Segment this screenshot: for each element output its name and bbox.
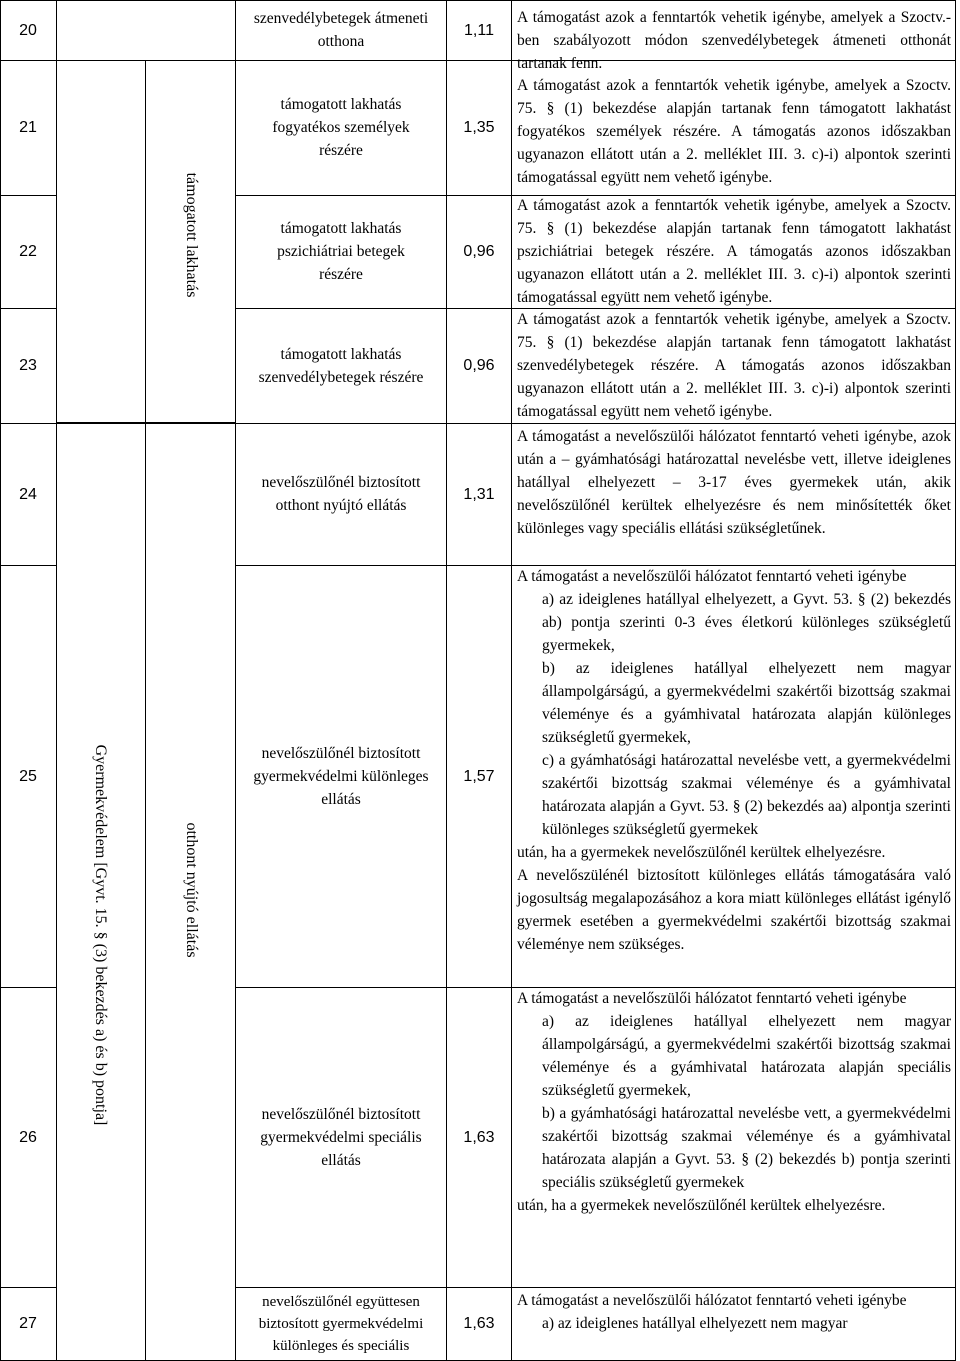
row-description bbox=[517, 1289, 951, 1335]
row-description bbox=[517, 194, 951, 309]
description-paragraph: A támogatást a nevelőszülői hálózatot fenntartó veheti igénybe bbox=[517, 1292, 907, 1309]
row-description bbox=[517, 987, 951, 1217]
factor-value: 1,63 bbox=[463, 1128, 495, 1146]
factor-value: 1,63 bbox=[463, 1315, 495, 1332]
description-paragraph: után, ha a gyermekek nevelőszülőnél kerültek elhelyezésre. bbox=[517, 844, 886, 861]
row-number: 26 bbox=[19, 1128, 37, 1146]
description-paragraph: A támogatást a nevelőszülői hálózatot fenntartó veheti igénybe bbox=[517, 990, 907, 1007]
service-name: nevelőszülőnél biztosított otthont nyújtó ellátás bbox=[261, 474, 421, 514]
description-item: b) a gyámhatósági határozattal nevelésbe vett, a gyermekvédelmi szakértői bizottság szakmai véleménye és a gyámhivatal határozata alapján a Gyvt. 53. § (2) bekezdés b) pontja szerinti speciális szükségletű gyermekek bbox=[542, 1105, 951, 1191]
row-number: 25 bbox=[19, 767, 37, 785]
row-description bbox=[517, 6, 951, 75]
service-name: támogatott lakhatás szenvedélybetegek részére bbox=[258, 345, 424, 386]
row-number: 24 bbox=[19, 485, 37, 503]
service-name: nevelőszülőnél biztosított gyermekvédelmi speciális ellátás bbox=[260, 1105, 422, 1169]
description-paragraph: A támogatást a nevelőszülői hálózatot fenntartó veheti igénybe bbox=[517, 568, 907, 585]
description-item: a) az ideiglenes hatállyal elhelyezett nem magyar bbox=[542, 1315, 848, 1332]
description-paragraph: A támogatást a nevelőszülői hálózatot fenntartó veheti igénybe, azok után a – gyámhatósági határozattal nevelésbe vett, illetve ideiglenes hatállyal elhelyezett – 3-17 éves gyermekek után, akik nevelőszülőnél kerültek elhelyezésre és nem minősítették őket különleges vagy speciális ellátási szükségletűnek. bbox=[517, 428, 951, 537]
description-item: a) az ideiglenes hatállyal elhelyezett nem magyar állampolgárságú, a gyermekvédelmi szakértői bizottság szakmai véleménye és a gyámhivatal határozata alapján speciális szükségletű gyermekek, bbox=[542, 1013, 951, 1099]
description-paragraph: A támogatást azok a fenntartók vehetik igénybe, amelyek a Szoctv.-ben szabályozott módon szenvedélybetegek átmeneti otthonát tartanak fenn. bbox=[517, 9, 951, 72]
description-paragraph: után, ha a gyermekek nevelőszülőnél kerültek elhelyezésre. bbox=[517, 1197, 886, 1214]
description-paragraph: A támogatást azok a fenntartók vehetik igénybe, amelyek a Szoctv. 75. § (1) bekezdése alapján tartanak fenn támogatott lakhatást szenvedélybetegek részére. A támogatás azonos időszakban ugyanazon ellátott után a 2. melléklet III. 3. c)-i) alpontok szerinti támogatással együtt nem vehető igénybe. bbox=[517, 311, 951, 420]
service-name: támogatott lakhatás fogyatékos személyek részére bbox=[272, 96, 410, 159]
row-description bbox=[517, 425, 951, 540]
factor-value: 1,57 bbox=[463, 767, 495, 785]
row-description bbox=[517, 308, 951, 423]
row-number: 20 bbox=[19, 21, 37, 39]
row-description bbox=[517, 74, 951, 189]
row-number: 23 bbox=[19, 357, 37, 374]
service-name: nevelőszülőnél együttesen biztosított gyermekvédelmi különleges és speciális bbox=[258, 1293, 424, 1354]
service-name: támogatott lakhatás pszichiátriai betegek részére bbox=[277, 220, 405, 283]
row-description bbox=[517, 565, 951, 956]
factor-value: 1,35 bbox=[463, 119, 495, 136]
factor-value: 0,96 bbox=[463, 357, 495, 374]
row-number: 22 bbox=[19, 243, 37, 260]
description-item: c) a gyámhatósági határozattal nevelésbe vett, a gyermekvédelmi szakértői bizottság szakmai véleménye és a gyámhivatal határozata alapján a Gyvt. 53. § (2) bekezdés aa) alpontja szerinti különleges szükségletű gyermekek bbox=[542, 752, 951, 838]
factor-value: 1,31 bbox=[463, 485, 495, 503]
col-divider bbox=[955, 0, 956, 1361]
row-number: 21 bbox=[19, 119, 37, 136]
description-paragraph: A nevelőszülénél biztosított különleges ellátás támogatására való jogosultság megalapozásához a kora miatt különleges ellátást igénylő gyermek esetében a gyermekvédelmi szakértői bizottság szakmai véleménye nem szükséges. bbox=[517, 867, 951, 953]
factor-value: 1,11 bbox=[464, 21, 494, 39]
col-divider bbox=[56, 0, 57, 1361]
legal-basis-label: Gyermekvédelem [Gyvt. 15. § (3) bekezdés a) és b) pontja] bbox=[92, 744, 109, 1126]
factor-value: 0,96 bbox=[463, 243, 495, 260]
service-name: nevelőszülőnél biztosított gyermekvédelmi különleges ellátás bbox=[253, 744, 429, 808]
col-divider bbox=[511, 0, 512, 1361]
description-paragraph: A támogatást azok a fenntartók vehetik igénybe, amelyek a Szoctv. 75. § (1) bekezdése alapján tartanak fenn támogatott lakhatást fogyatékos személyek részére. A támogatás azonos időszakban ugyanazon ellátott után a 2. melléklet III. 3. c)-i) alpontok szerinti támogatással együtt nem vehető igénybe. bbox=[517, 77, 951, 186]
description-item: b) az ideiglenes hatállyal elhelyezett nem magyar állampolgárságú, a gyermekvédelmi szakértői bizottság szakmai véleménye és a gyámhivatal határozata alapján különleges szükségletű gyermekek, bbox=[542, 660, 951, 746]
col-divider bbox=[145, 60, 146, 1361]
service-name: szenvedélybetegek átmeneti otthona bbox=[253, 10, 429, 50]
row-number: 27 bbox=[19, 1315, 37, 1332]
supported-housing-label: támogatott lakhatás bbox=[183, 172, 200, 298]
description-paragraph: A támogatást azok a fenntartók vehetik igénybe, amelyek a Szoctv. 75. § (1) bekezdése alapján tartanak fenn támogatott lakhatást pszichiátriai betegek részére. A támogatás azonos időszakban ugyanazon ellátott után a 2. melléklet III. 3. c)-i) alpontok szerinti támogatással együtt nem vehető igénybe. bbox=[517, 197, 951, 306]
home-care-label: otthont nyújtó ellátás bbox=[183, 822, 200, 958]
description-item: a) az ideiglenes hatállyal elhelyezett, a Gyvt. 53. § (2) bekezdés ab) pontja szerinti 0-3 éves életkorú különleges szükségletű gyermekek, bbox=[542, 591, 951, 654]
